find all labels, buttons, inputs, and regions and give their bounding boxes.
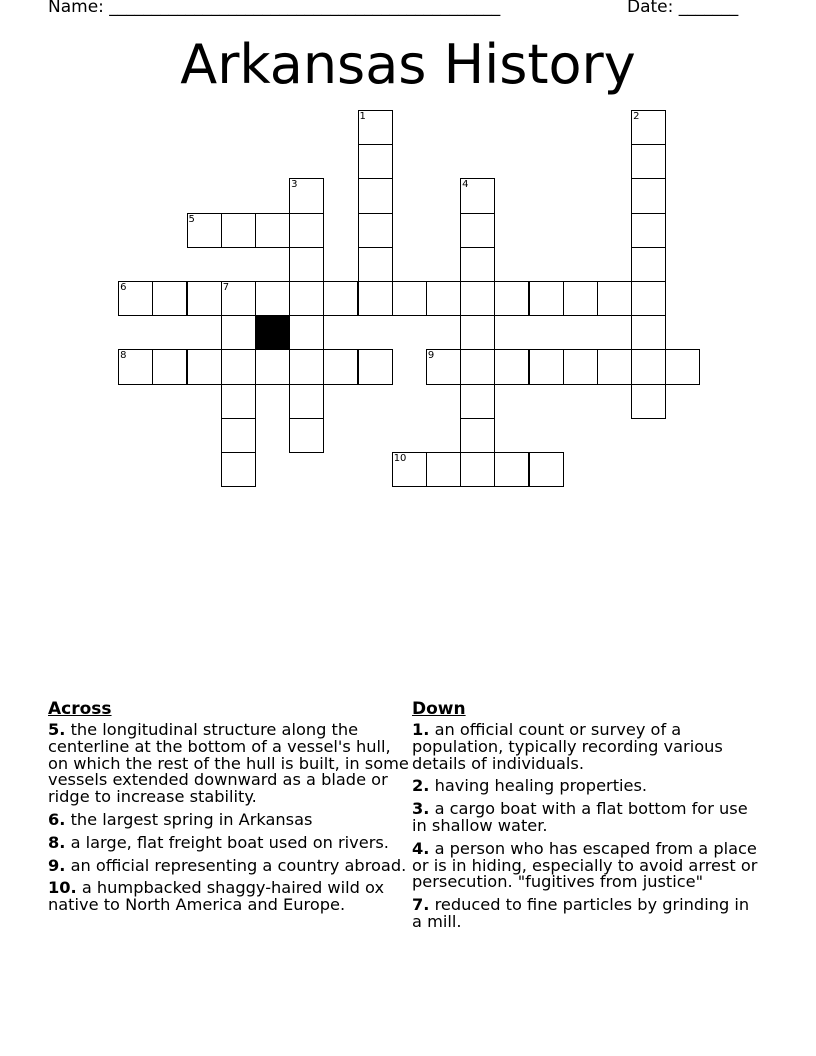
clue-number-label: 9 bbox=[427, 350, 435, 362]
crossword-cell[interactable] bbox=[358, 349, 393, 384]
clue-number: 4. bbox=[412, 838, 430, 858]
name-label: Name: ______________________________________________ bbox=[48, 0, 501, 17]
clue-text: having healing properties. bbox=[434, 776, 648, 796]
crossword-cell[interactable] bbox=[631, 144, 666, 179]
crossword-cell[interactable] bbox=[358, 178, 393, 213]
crossword-cell[interactable] bbox=[255, 213, 290, 248]
crossword-cell[interactable] bbox=[289, 315, 324, 350]
crossword-cell[interactable] bbox=[563, 349, 598, 384]
crossword-cell[interactable] bbox=[221, 315, 256, 350]
clue-number-label: 7 bbox=[222, 282, 230, 293]
crossword-cell[interactable] bbox=[460, 281, 495, 316]
crossword-grid bbox=[0, 0, 816, 520]
clue-text: an official representing a country abroad. bbox=[70, 855, 407, 875]
clue-down-4 bbox=[412, 838, 762, 892]
crossword-cell[interactable] bbox=[529, 281, 564, 316]
black-cell bbox=[255, 315, 290, 350]
clue-text: the longitudinal structure along the centerline at the bottom of a vessel's hull, on which the rest of the hull is built, in some vessels extended downward as a blade or ridge to increase stability. bbox=[48, 720, 409, 807]
crossword-cell[interactable] bbox=[118, 281, 153, 316]
clue-text: a person who has escaped from a place or is in hiding, especially to avoid arrest or persecution. "fugitives from justice" bbox=[412, 838, 758, 892]
crossword-cell[interactable] bbox=[631, 384, 666, 419]
clue-down-2 bbox=[412, 778, 762, 795]
crossword-cell[interactable] bbox=[187, 349, 222, 384]
crossword-cell[interactable] bbox=[426, 281, 461, 316]
crossword-cell[interactable] bbox=[631, 315, 666, 350]
clue-across-10 bbox=[48, 880, 410, 914]
clue-number-label: 6 bbox=[120, 282, 127, 293]
date-label: Date: _______ bbox=[627, 0, 739, 17]
crossword-cell[interactable] bbox=[289, 418, 324, 453]
clue-text: a cargo boat with a flat bottom for use in shallow water. bbox=[412, 799, 748, 835]
clue-number-label: 2 bbox=[633, 111, 640, 122]
crossword-cell[interactable] bbox=[221, 349, 256, 384]
down-heading: Down bbox=[412, 699, 466, 719]
crossword-cell[interactable] bbox=[529, 349, 564, 384]
clue-down-1 bbox=[412, 722, 762, 772]
crossword-cell[interactable] bbox=[631, 281, 666, 316]
clue-number: 8. bbox=[48, 832, 66, 852]
across-clues bbox=[48, 699, 410, 920]
crossword-cell[interactable] bbox=[358, 110, 393, 145]
crossword-cell[interactable] bbox=[152, 281, 187, 316]
crossword-cell[interactable] bbox=[392, 452, 427, 487]
crossword-cell[interactable] bbox=[358, 247, 393, 282]
clue-number-label: 10 bbox=[393, 453, 407, 464]
clue-number: 7. bbox=[412, 895, 430, 915]
crossword-cell[interactable] bbox=[494, 349, 529, 384]
crossword-cell[interactable] bbox=[221, 384, 256, 419]
crossword-cell[interactable] bbox=[358, 213, 393, 248]
crossword-cell[interactable] bbox=[118, 349, 153, 384]
down-clues bbox=[412, 699, 762, 937]
crossword-cell[interactable] bbox=[631, 110, 666, 145]
crossword-cell[interactable] bbox=[597, 281, 632, 316]
crossword-cell[interactable] bbox=[152, 349, 187, 384]
crossword-cell[interactable] bbox=[289, 178, 324, 213]
crossword-cell[interactable] bbox=[494, 452, 529, 487]
crossword-cell[interactable] bbox=[358, 281, 393, 316]
crossword-cell[interactable] bbox=[358, 144, 393, 179]
crossword-cell[interactable] bbox=[631, 178, 666, 213]
crossword-cell[interactable] bbox=[289, 213, 324, 248]
crossword-cell[interactable] bbox=[460, 418, 495, 453]
clue-down-7 bbox=[412, 897, 762, 931]
across-heading: Across bbox=[48, 699, 112, 719]
crossword-cell[interactable] bbox=[494, 281, 529, 316]
crossword-cell[interactable] bbox=[460, 349, 495, 384]
clue-text: the largest spring in Arkansas bbox=[70, 809, 313, 829]
clue-number: 5. bbox=[48, 720, 66, 739]
crossword-cell[interactable] bbox=[221, 281, 256, 316]
clue-number: 3. bbox=[412, 799, 430, 819]
crossword-cell[interactable] bbox=[221, 213, 256, 248]
crossword-cell[interactable] bbox=[323, 281, 358, 316]
clue-number-label: 3 bbox=[291, 179, 298, 191]
crossword-cell[interactable] bbox=[460, 315, 495, 350]
crossword-cell[interactable] bbox=[563, 281, 598, 316]
crossword-cell[interactable] bbox=[631, 213, 666, 248]
clue-number: 6. bbox=[48, 809, 66, 829]
crossword-cell[interactable] bbox=[323, 349, 358, 384]
crossword-cell[interactable] bbox=[426, 452, 461, 487]
crossword-cell[interactable] bbox=[289, 349, 324, 384]
clue-text: an official count or survey of a population, typically recording various details of individuals. bbox=[412, 720, 723, 773]
crossword-cell[interactable] bbox=[255, 349, 290, 384]
clue-across-5 bbox=[48, 722, 410, 806]
clue-text: a humpbacked shaggy-haired wild ox native to North America and Europe. bbox=[48, 878, 385, 915]
clue-number: 9. bbox=[48, 855, 66, 875]
crossword-cell[interactable] bbox=[460, 247, 495, 282]
clue-number-label: 1 bbox=[359, 111, 366, 122]
clue-text: reduced to fine particles by grinding in a mill. bbox=[412, 895, 750, 931]
clue-number-label: 8 bbox=[120, 350, 127, 362]
clue-number: 2. bbox=[412, 776, 430, 796]
page-title: Arkansas History bbox=[180, 33, 636, 96]
clue-text: a large, flat freight boat used on rivers. bbox=[70, 832, 389, 852]
clue-down-3 bbox=[412, 801, 762, 835]
crossword-cell[interactable] bbox=[187, 281, 222, 316]
crossword-cell[interactable] bbox=[460, 213, 495, 248]
crossword-cell[interactable] bbox=[221, 418, 256, 453]
crossword-cell[interactable] bbox=[187, 213, 222, 248]
clue-number: 10. bbox=[48, 878, 77, 898]
clue-across-6 bbox=[48, 809, 410, 829]
crossword-cell[interactable] bbox=[289, 384, 324, 419]
crossword-cell[interactable] bbox=[665, 349, 700, 384]
crossword-cell[interactable] bbox=[529, 452, 564, 487]
crossword-cell[interactable] bbox=[460, 452, 495, 487]
clue-number: 1. bbox=[412, 720, 430, 739]
crossword-cell[interactable] bbox=[289, 281, 324, 316]
crossword-cell[interactable] bbox=[255, 281, 290, 316]
crossword-cell[interactable] bbox=[597, 349, 632, 384]
crossword-cell[interactable] bbox=[426, 349, 461, 384]
clue-number-label: 5 bbox=[188, 213, 195, 225]
crossword-cell[interactable] bbox=[221, 452, 256, 487]
crossword-cell[interactable] bbox=[392, 281, 427, 316]
crossword-cell[interactable] bbox=[460, 384, 495, 419]
crossword-cell[interactable] bbox=[460, 178, 495, 213]
crossword-cell[interactable] bbox=[631, 349, 666, 384]
crossword-cell[interactable] bbox=[631, 247, 666, 282]
clue-number-label: 4 bbox=[462, 179, 469, 191]
crossword-cell[interactable] bbox=[289, 247, 324, 282]
clue-across-8 bbox=[48, 832, 410, 852]
clue-across-9 bbox=[48, 855, 410, 875]
